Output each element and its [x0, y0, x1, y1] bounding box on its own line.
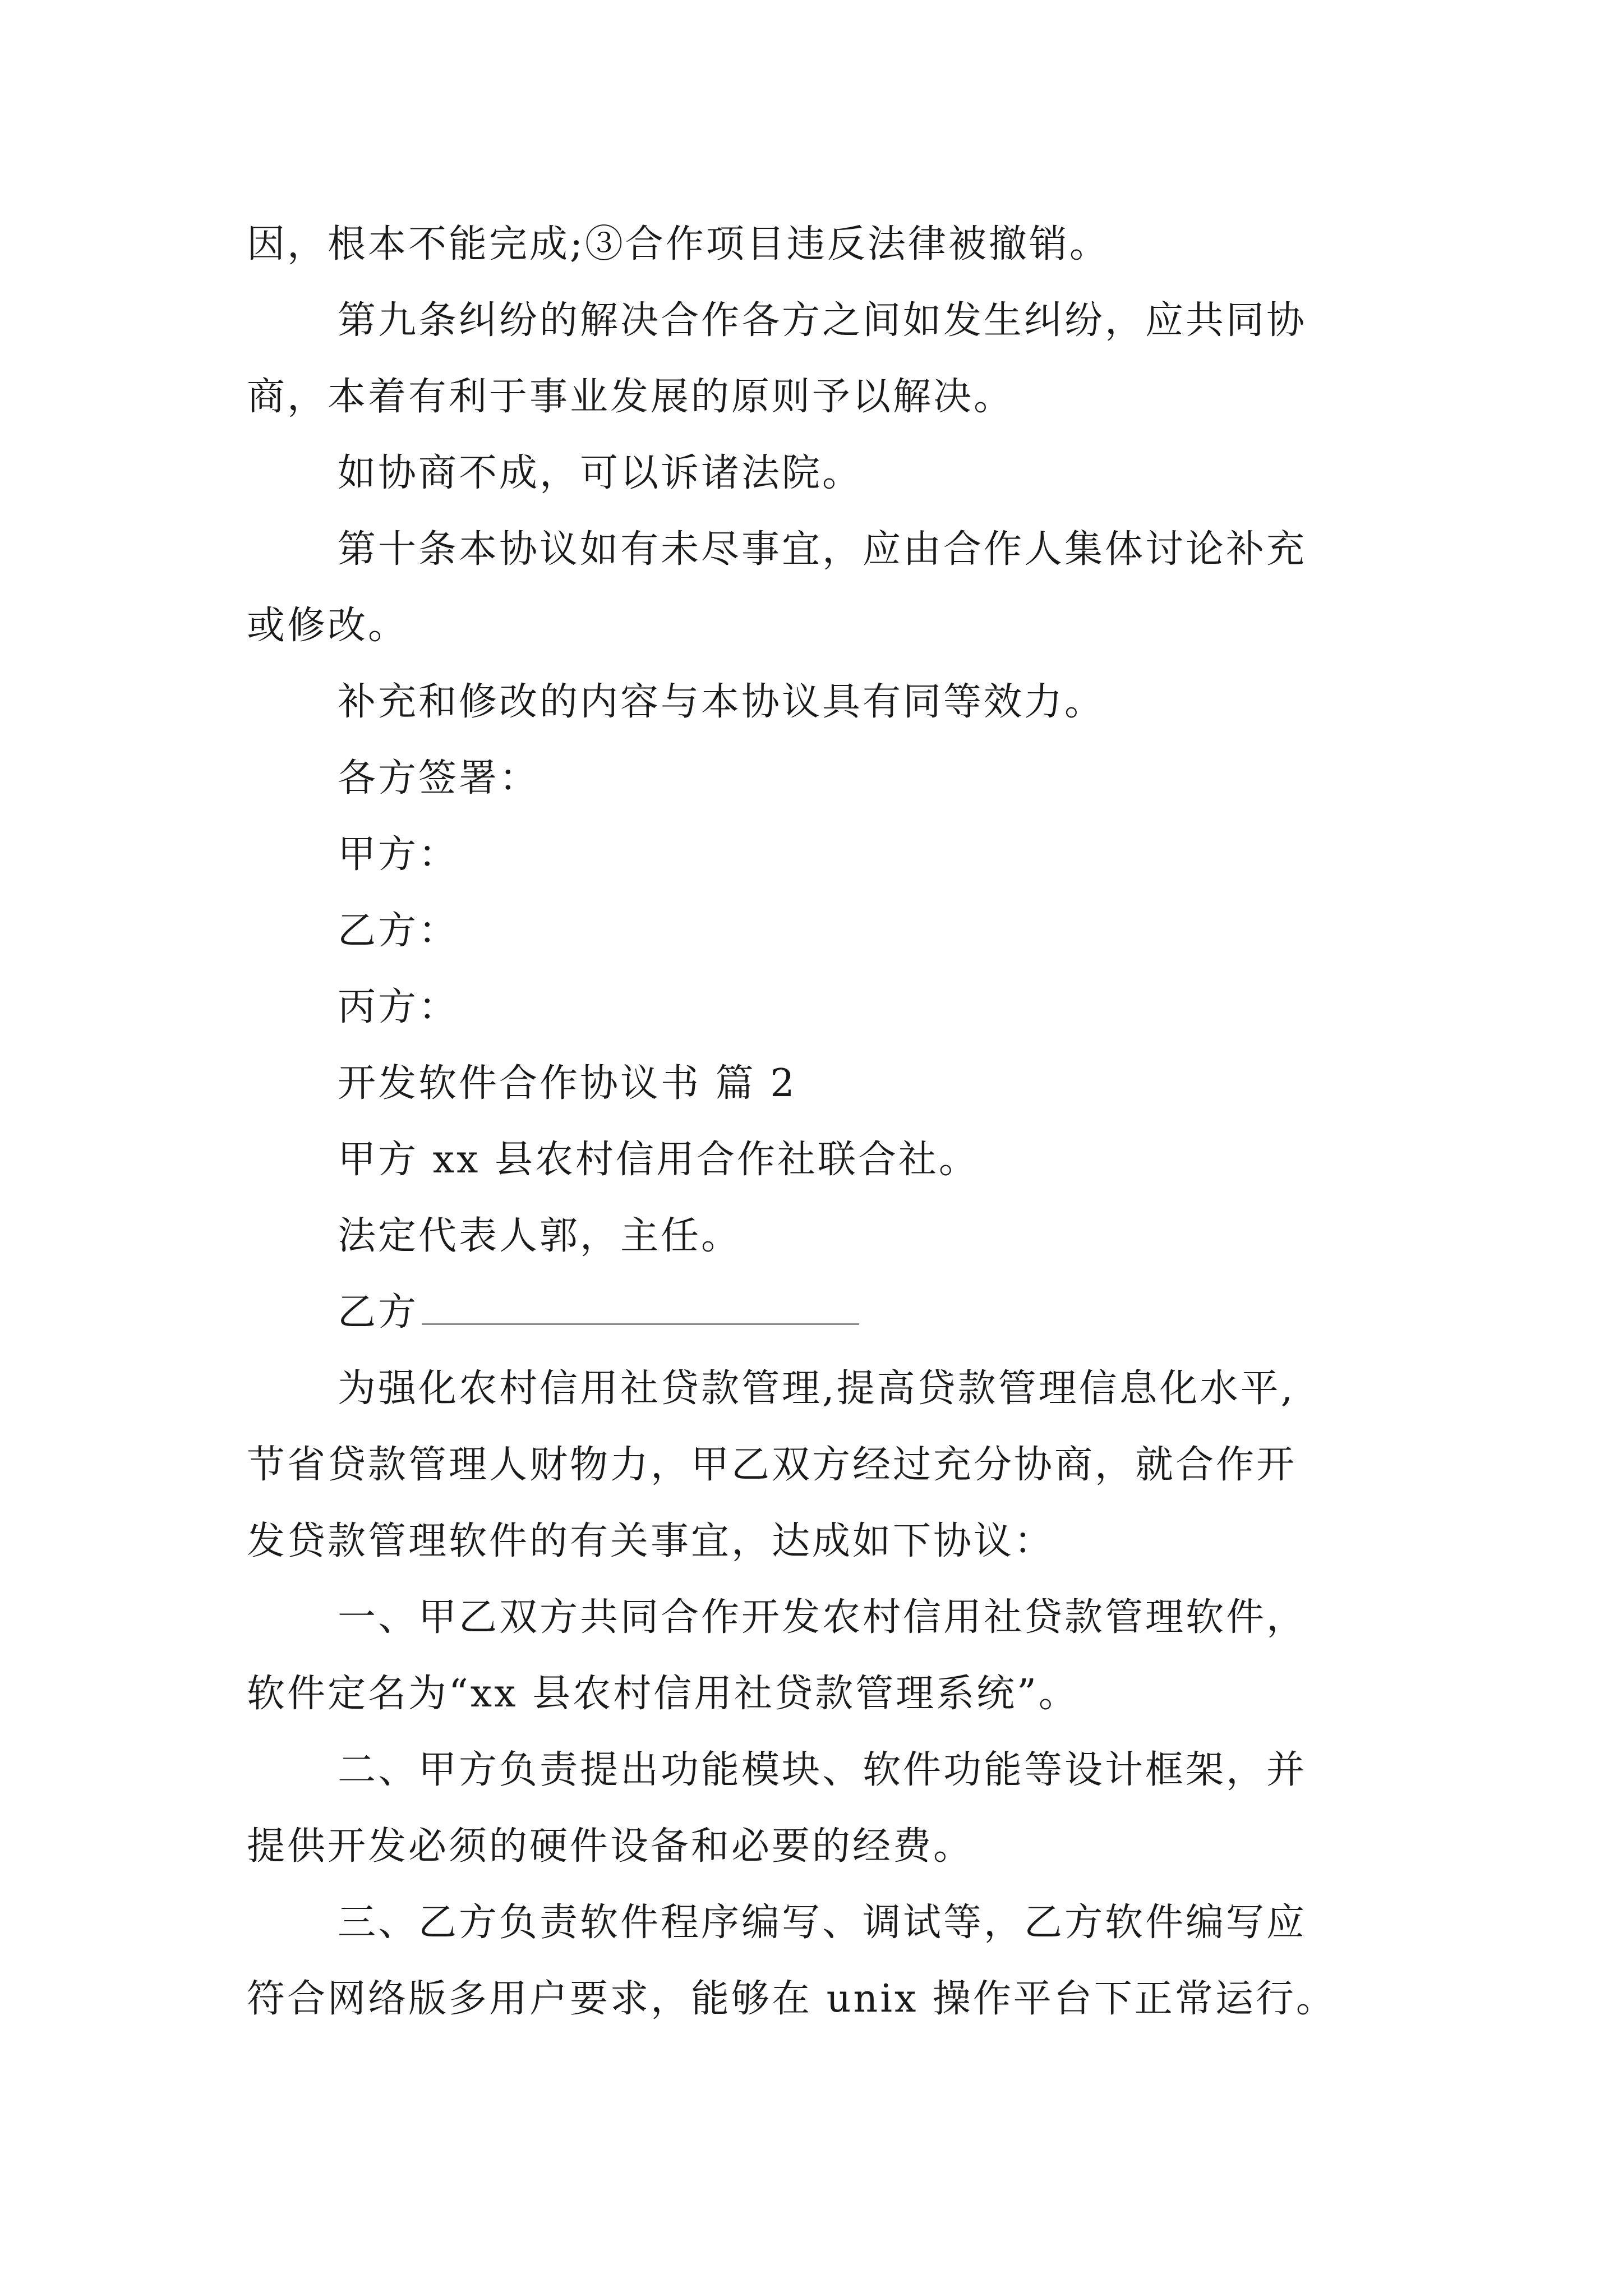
party-b-line: [338, 1290, 859, 1335]
text-line: 三、乙方负责软件程序编写、调试等，乙方软件编写应: [338, 1901, 1307, 1945]
text-line: 软件定名为“xx 县农村信用社贷款管理系统”。: [247, 1672, 1079, 1716]
text-line: 提供开发必须的硬件设备和必要的经费。: [247, 1824, 974, 1869]
text-line: 发贷款管理软件的有关事宜，达成如下协议：: [247, 1519, 1055, 1563]
text-line: 第九条纠纷的解决合作各方之间如发生纠纷，应共同协: [338, 298, 1307, 343]
text-line: 节省贷款管理人财物力，甲乙双方经过充分协商，就合作开: [247, 1443, 1297, 1487]
fill-in-blank: [422, 1321, 859, 1325]
signatures-heading: 各方签署：: [338, 756, 540, 800]
section-title: 开发软件合作协议书 篇 2: [338, 1061, 797, 1106]
text-line: 如协商不成，可以诉诸法院。: [338, 451, 863, 495]
text-line: 因，根本不能完成;③合作项目违反法律被撤销。: [247, 222, 1110, 266]
party-b-label: 乙方: [338, 1290, 419, 1335]
text-line: 商，本着有利于事业发展的原则予以解决。: [247, 375, 1015, 419]
text-line: 一、甲乙双方共同合作开发农村信用社贷款管理软件，: [338, 1595, 1307, 1640]
text-line: 符合网络版多用户要求，能够在 unix 操作平台下正常运行。: [247, 1977, 1336, 2021]
text-line: 法定代表人郭，主任。: [338, 1214, 742, 1258]
party-c-signature-label: 丙方：: [338, 985, 459, 1029]
text-line: 或修改。: [247, 604, 409, 648]
text-line: 第十条本协议如有未尽事宜，应由合作人集体讨论补充: [338, 527, 1307, 572]
party-b-signature-label: 乙方：: [338, 909, 459, 953]
party-a-signature-label: 甲方：: [338, 832, 459, 877]
text-line: 为强化农村信用社贷款管理,提高贷款管理信息化水平,: [338, 1366, 1295, 1411]
text-line: 补充和修改的内容与本协议具有同等效力。: [338, 680, 1105, 724]
text-line: 甲方 xx 县农村信用合作社联合社。: [338, 1138, 979, 1182]
text-line: 二、甲方负责提出功能模块、软件功能等设计框架，并: [338, 1748, 1307, 1792]
